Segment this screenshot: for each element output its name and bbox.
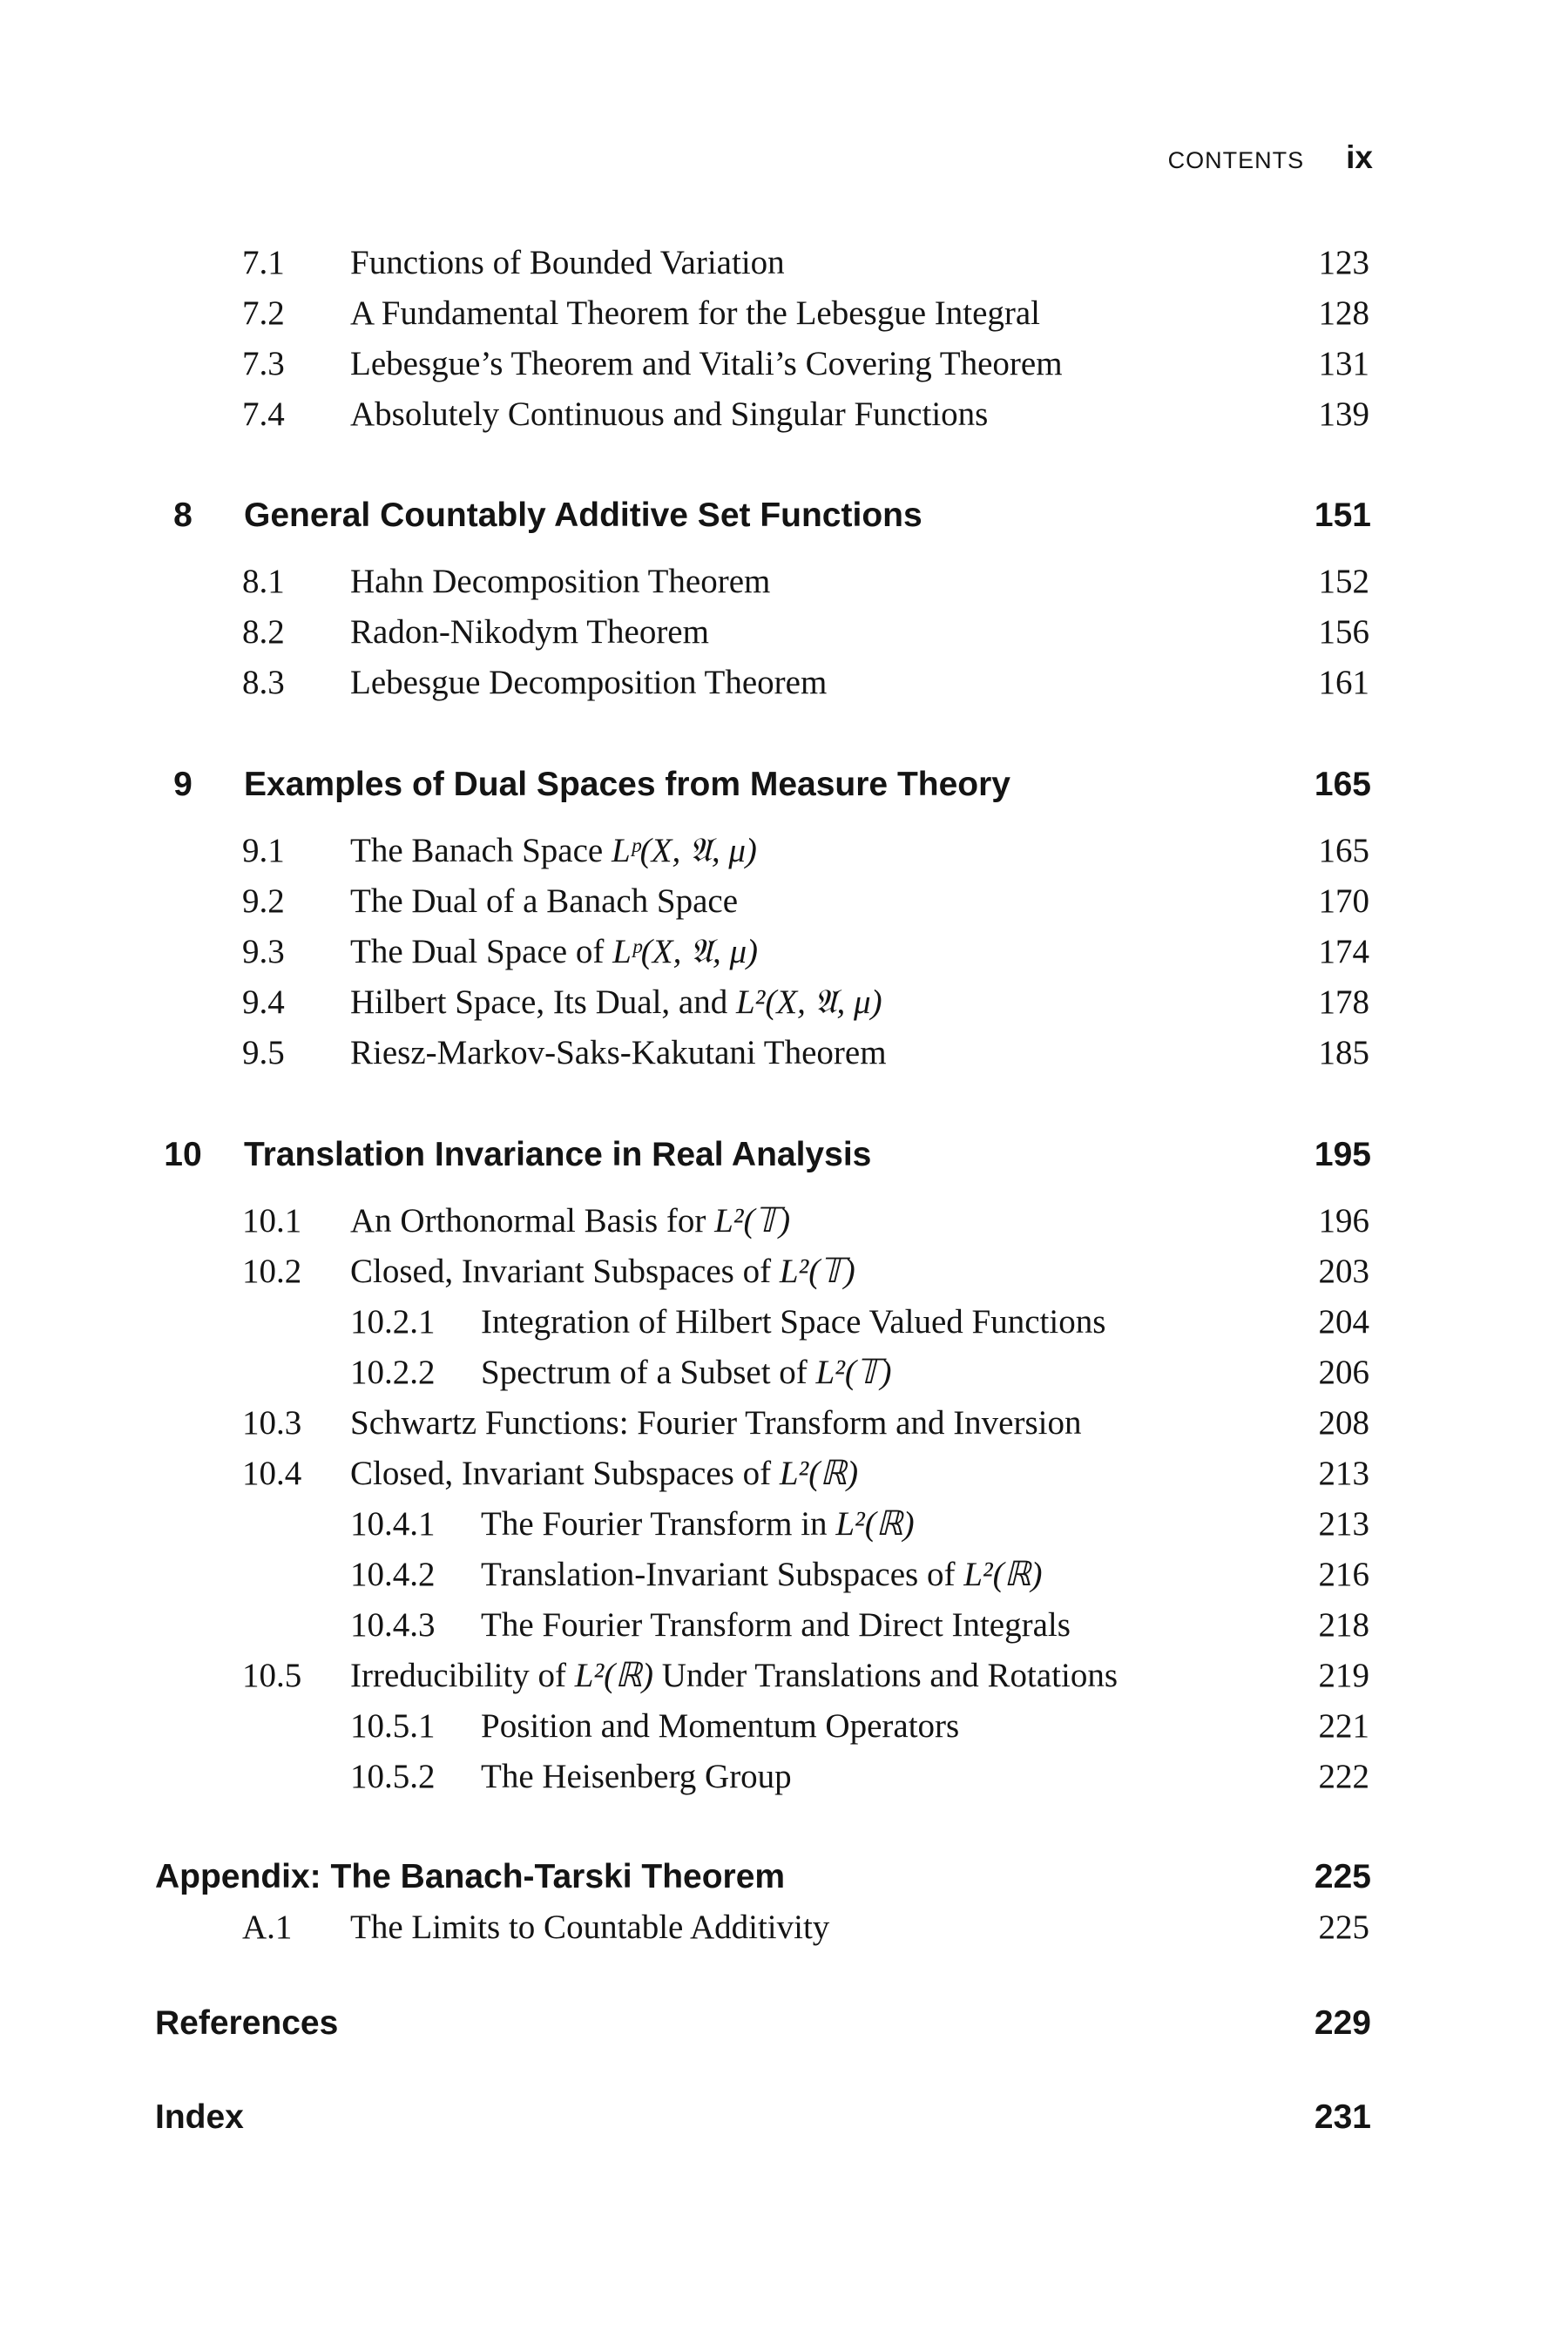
subsection-title [481,1553,1042,1597]
math-expression: L²(𝕋) [779,1253,855,1290]
subsection-number: 10.4.1 [350,1505,436,1543]
subsection-title-text: Translation-Invariant Subspaces of [481,1556,964,1593]
subsection-title: Position and Momentum Operators [481,1707,960,1745]
section-title-text: The Banach Space [350,832,612,869]
subsection-page: 221 [1318,1707,1369,1745]
subsection-page: 216 [1318,1556,1369,1593]
section-title: Radon-Nikodym Theorem [350,613,709,651]
subsection-page: 222 [1318,1758,1369,1795]
subsection-title: The Fourier Transform and Direct Integrals [481,1606,1071,1644]
section-page: 131 [1318,345,1369,382]
section-title-text: Closed, Invariant Subspaces of [350,1455,780,1492]
section-number: 7.4 [242,395,285,433]
math-expression: Lᵖ(X, 𝔄, μ) [612,933,759,970]
section-page: 213 [1318,1455,1369,1492]
toc-appendix[interactable] [0,1855,1568,1899]
math-expression: L²(ℝ) [835,1505,915,1543]
toc-chapter-10[interactable] [0,1133,1568,1177]
toc-section-10-1[interactable] [0,1199,1568,1243]
section-page: 196 [1318,1202,1369,1240]
index-title: Index [155,2098,244,2136]
section-page: 152 [1318,563,1369,600]
subsection-title: Integration of Hilbert Space Valued Functions [481,1303,1106,1341]
subsection-title-text: Spectrum of a Subset of [481,1354,816,1391]
index-page: 231 [1314,2098,1371,2136]
math-expression: L²(X, 𝔄, μ) [735,983,882,1021]
toc-section-7-1[interactable] [0,241,1568,285]
appendix-title: Appendix: The Banach-Tarski Theorem [155,1858,786,1895]
page-number: ix [1346,139,1373,175]
section-title: Riesz-Markov-Saks-Kakutani Theorem [350,1034,887,1071]
chapter-number: 8 [173,497,193,534]
section-number: 7.2 [242,294,285,332]
section-title: Functions of Bounded Variation [350,244,785,281]
section-title [350,1250,855,1294]
subsection-title [481,1503,915,1546]
section-number: 10.5 [242,1657,302,1694]
subsection-number: 10.2.2 [350,1354,436,1391]
section-number: 8.1 [242,563,285,600]
toc-section-10-4[interactable] [0,1452,1568,1496]
chapter-title: Examples of Dual Spaces from Measure Theory [244,766,1010,803]
section-number: 10.4 [242,1455,302,1492]
toc-references[interactable] [0,2002,1568,2045]
toc-section-9-1[interactable] [0,829,1568,873]
section-page: 174 [1318,933,1369,970]
subsection-page: 218 [1318,1606,1369,1644]
section-page: 208 [1318,1404,1369,1442]
subsection-page: 204 [1318,1303,1369,1341]
toc-section-10-5[interactable] [0,1654,1568,1698]
toc-section-8-3[interactable] [0,661,1568,705]
section-number: 9.5 [242,1034,285,1071]
subsection-page: 213 [1318,1505,1369,1543]
subsection-number: 10.5.1 [350,1707,436,1745]
section-title-text: The Dual Space of [350,933,613,970]
chapter-page: 195 [1314,1136,1371,1173]
toc-subsection-10-5-2[interactable] [0,1755,1568,1799]
subsection-number: 10.5.2 [350,1758,436,1795]
subsection-number: 10.4.3 [350,1606,436,1644]
section-page: 128 [1318,294,1369,332]
chapter-page: 151 [1314,497,1371,534]
toc-section-a-1[interactable] [0,1906,1568,1949]
section-number: 9.2 [242,882,285,920]
section-page: 139 [1318,395,1369,433]
section-number: 8.3 [242,664,285,701]
subsection-title-text: The Fourier Transform in [481,1505,836,1543]
chapter-number: 9 [173,766,193,803]
section-title: A Fundamental Theorem for the Lebesgue Integral [350,294,1041,332]
section-title: Lebesgue’s Theorem and Vitali’s Covering Theorem [350,345,1063,382]
appendix-page: 225 [1314,1858,1371,1895]
section-page: 170 [1318,882,1369,920]
section-title-text: Closed, Invariant Subspaces of [350,1253,780,1290]
toc-section-7-3[interactable] [0,342,1568,386]
subsection-title: The Heisenberg Group [481,1758,792,1795]
toc-section-7-4[interactable] [0,393,1568,436]
toc-section-8-2[interactable] [0,611,1568,654]
toc-chapter-8[interactable] [0,494,1568,537]
section-title [350,1199,790,1243]
section-title [350,981,882,1024]
toc-section-7-2[interactable] [0,292,1568,335]
section-page: 203 [1318,1253,1369,1290]
references-page: 229 [1314,2004,1371,2042]
math-expression: Lᵖ(X, 𝔄, μ) [611,832,757,869]
section-page: 156 [1318,613,1369,651]
toc-subsection-10-4-1[interactable] [0,1503,1568,1546]
references-title: References [155,2004,339,2042]
subsection-title [481,1351,892,1395]
section-title: Absolutely Continuous and Singular Functions [350,395,989,433]
section-number: 9.4 [242,983,285,1021]
section-title [350,930,758,974]
section-number: 10.1 [242,1202,302,1240]
toc-index[interactable] [0,2096,1568,2139]
section-page: 219 [1318,1657,1369,1694]
math-expression: L²(ℝ) [963,1556,1043,1593]
chapter-title: General Countably Additive Set Functions [244,497,923,534]
toc-subsection-10-4-3[interactable] [0,1604,1568,1647]
section-title: Schwartz Functions: Fourier Transform and Inversion [350,1404,1082,1442]
toc-section-10-2[interactable] [0,1250,1568,1294]
section-number: 10.3 [242,1404,302,1442]
subsection-number: 10.2.1 [350,1303,436,1341]
toc-section-9-5[interactable] [0,1031,1568,1075]
section-title-text: Irreducibility of [350,1657,575,1694]
chapter-number: 10 [164,1136,202,1173]
toc-subsection-10-2-1[interactable] [0,1300,1568,1344]
section-page: 161 [1318,664,1369,701]
math-expression: L²(ℝ) [574,1657,653,1694]
section-number: 10.2 [242,1253,302,1290]
section-title: Lebesgue Decomposition Theorem [350,664,828,701]
toc-subsection-10-5-1[interactable] [0,1705,1568,1748]
chapter-page: 165 [1314,766,1371,803]
toc-subsection-10-4-2[interactable] [0,1553,1568,1597]
toc-chapter-9[interactable] [0,763,1568,807]
section-title: The Limits to Countable Additivity [350,1908,830,1946]
section-page: 225 [1318,1908,1369,1946]
section-number: 9.3 [242,933,285,970]
section-title-text: Hilbert Space, Its Dual, and [350,983,736,1021]
running-head-label: CONTENTS [1167,147,1305,173]
section-title-text: An Orthonormal Basis for [350,1202,715,1240]
section-number: 8.2 [242,613,285,651]
math-expression: L²(𝕋) [714,1202,791,1240]
section-page: 123 [1318,244,1369,281]
section-number: 7.3 [242,345,285,382]
math-expression: L²(𝕋) [815,1354,892,1391]
section-page: 178 [1318,983,1369,1021]
toc-section-8-1[interactable] [0,560,1568,604]
chapter-title: Translation Invariance in Real Analysis [244,1136,872,1173]
section-page: 165 [1318,832,1369,869]
toc-section-9-2[interactable] [0,880,1568,923]
section-number: 7.1 [242,244,285,281]
section-title [350,829,757,873]
subsection-number: 10.4.2 [350,1556,436,1593]
section-page: 185 [1318,1034,1369,1071]
section-number: A.1 [242,1908,293,1946]
section-title-text-after: Under Translations and Rotations [653,1657,1118,1694]
toc-section-9-4[interactable] [0,981,1568,1024]
running-head [1168,139,1373,176]
section-number: 9.1 [242,832,285,869]
section-title: The Dual of a Banach Space [350,882,739,920]
toc-section-10-3[interactable] [0,1402,1568,1445]
math-expression: L²(ℝ) [779,1455,859,1492]
toc-subsection-10-2-2[interactable] [0,1351,1568,1395]
toc-section-9-3[interactable] [0,930,1568,974]
section-title [350,1452,858,1496]
section-title: Hahn Decomposition Theorem [350,563,771,600]
subsection-page: 206 [1318,1354,1369,1391]
section-title [350,1654,1118,1698]
